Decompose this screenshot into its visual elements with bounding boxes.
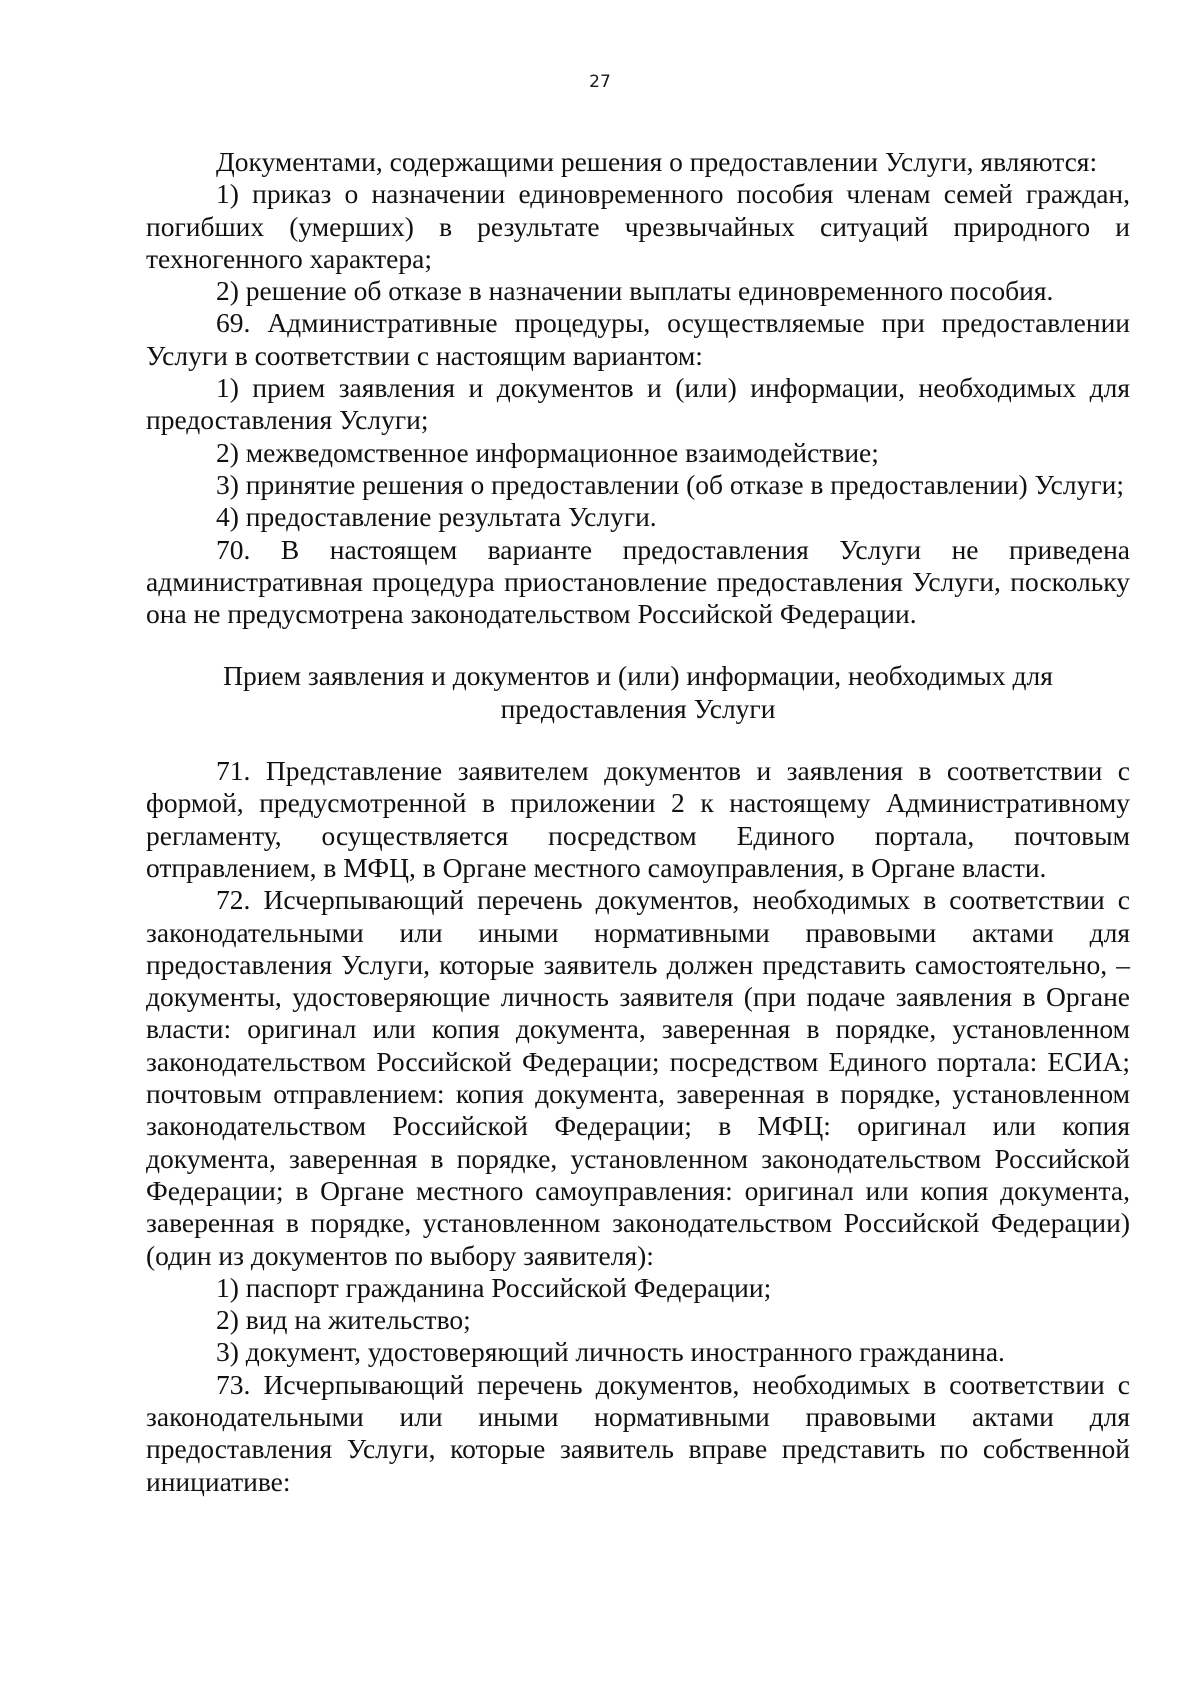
paragraph-69: 69. Административные процедуры, осуществляемые при предоставлении Услуги в соответствии с настоящим вариантом: — [146, 307, 1130, 371]
document-body — [146, 146, 1130, 1498]
list-item-decision: 3) принятие решения о предоставлении (об отказе в предоставлении) Услуги; — [216, 468, 1124, 500]
list-item-reception: 1) прием заявления и документов и (или) информации, необходимых для предоставления Услуги; — [146, 372, 1130, 436]
list-item-order: 1) приказ о назначении единовременного пособия членам семей граждан, погибших (умерших) в результате чрезвычайных ситуаций природного и техногенного характера; — [146, 178, 1130, 274]
list-item-residence-permit: 2) вид на жительство; — [216, 1304, 471, 1336]
list-item-foreign-id: 3) документ, удостоверяющий личность иностранного гражданина. — [216, 1336, 1005, 1368]
paragraph-intro: Документами, содержащими решения о предоставлении Услуги, являются: — [216, 146, 1098, 177]
list-item-interaction: 2) межведомственное информационное взаимодействие; — [216, 436, 879, 468]
page-number: 27 — [589, 72, 611, 92]
paragraph-71: 71. Представление заявителем документов и заявления в соответствии с формой, предусмотренной в приложении 2 к настоящему Административному регламенту, осуществляется посредством Единого портала, почтовым отправлением, в МФЦ, в Органе местного самоуправления, в Органе власти. — [146, 755, 1130, 883]
paragraph-73: 73. Исчерпывающий перечень документов, необходимых в соответствии с законодательными или иными нормативными правовыми актами для предоставления Услуги, которые заявитель вправе представить по собственной инициативе: — [146, 1368, 1130, 1497]
list-item-result: 4) предоставление результата Услуги. — [216, 501, 657, 533]
section-heading: Прием заявления и документов и (или) информации, необходимых для предоставления Услуги — [223, 660, 1053, 724]
list-item-passport: 1) паспорт гражданина Российской Федерации; — [216, 1271, 772, 1303]
paragraph-70: 70. В настоящем варианте предоставления Услуги не приведена административная процедура приостановление предоставления Услуги, поскольку она не предусмотрена законодательством Российской Федерации. — [146, 533, 1130, 630]
list-item-refusal: 2) решение об отказе в назначении выплаты единовременного пособия. — [216, 275, 1054, 307]
paragraph-72: 72. Исчерпывающий перечень документов, необходимых в соответствии с законодательными или иными нормативными правовыми актами для предоставления Услуги, которые заявитель должен представить самостоятельно, – документы, удостоверяющие личность заявителя (при подаче заявления в Органе власти: оригинал или копия документа, заверенная в порядке, установленном законодательством Российской Федерации; посредством Единого портала: ЕСИА; почтовым отправлением: копия документа, заверенная в порядке, установленном законодательством Российской Федерации; в МФЦ: оригинал или копия документа, заверенная в порядке, установленном законодательством Российской Федерации; в Органе местного самоуправления: оригинал или копия документа, заверенная в порядке, установленном законодательством Российской Федерации) (один из документов по выбору заявителя): — [146, 884, 1130, 1271]
